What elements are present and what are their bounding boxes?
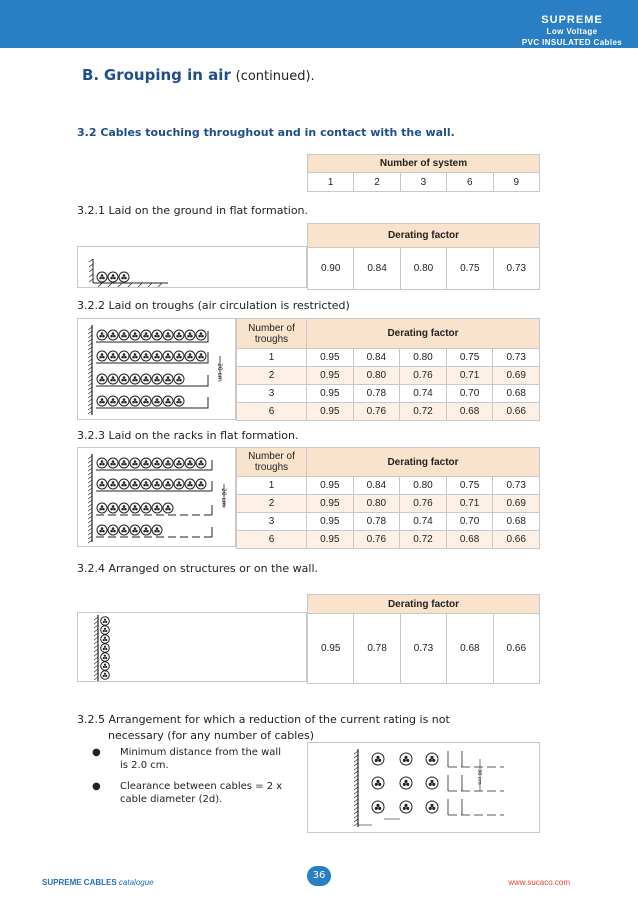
derating-value: 0.84: [354, 248, 400, 290]
bullet-dot: ●: [92, 781, 101, 792]
cable-icon: [141, 458, 151, 468]
cable-icon: [108, 525, 118, 535]
table-row: [237, 495, 540, 513]
cable-icon: [152, 458, 162, 468]
derating-value: 0.66: [493, 403, 540, 421]
derating-value: 0.76: [400, 367, 447, 385]
cable-icon: [163, 330, 173, 340]
derating-value: 0.76: [400, 495, 447, 513]
cable-icon: [152, 479, 162, 489]
cable-icon: [141, 525, 151, 535]
table-row: [237, 385, 540, 403]
cable-icon: [130, 374, 140, 384]
table-row: [237, 513, 540, 531]
derating-value: 0.78: [354, 614, 400, 684]
cable-icon: [130, 330, 140, 340]
cable-icon: [97, 525, 107, 535]
cable-icon: [97, 458, 107, 468]
cable-icon: [108, 330, 118, 340]
derating-value: 0.76: [353, 531, 400, 549]
derating-value: 0.73: [493, 248, 539, 290]
derating-header: Derating factor: [307, 319, 540, 349]
footer-brand-name: SUPREME CABLES: [42, 878, 117, 887]
trough-count: 3: [237, 385, 307, 403]
cable-icon: [152, 351, 162, 361]
derating-value: 0.74: [400, 385, 447, 403]
cable-icon: [141, 351, 151, 361]
cable-icon: [174, 330, 184, 340]
derating-value: 0.73: [493, 477, 540, 495]
cable-icon: [119, 374, 129, 384]
cable-icon: [163, 351, 173, 361]
racks-table: [236, 447, 540, 549]
derating-header: Derating factor: [307, 448, 540, 477]
cable-icon: [141, 503, 151, 513]
cable-icon: [97, 330, 107, 340]
cable-icon: [196, 351, 206, 361]
troughs-table: [236, 318, 540, 421]
cable-icon: [372, 753, 384, 765]
cable-icon: [152, 503, 162, 513]
cable-icon: [101, 617, 110, 626]
table-row: [237, 531, 540, 549]
derating-value: 0.95: [307, 513, 354, 531]
cable-icon: [119, 503, 129, 513]
figure-racks: [77, 447, 236, 547]
cable-icon: [130, 525, 140, 535]
cable-icon: [185, 351, 195, 361]
system-number: 9: [493, 173, 540, 192]
cable-icon: [174, 458, 184, 468]
cable-icon: [372, 801, 384, 813]
racks-illustration: [78, 448, 236, 547]
cable-icon: [400, 753, 412, 765]
section-letter: B.: [82, 66, 100, 84]
cable-icon: [196, 330, 206, 340]
derating-value: 0.72: [400, 531, 447, 549]
dimension-label: 20 cm: [216, 363, 223, 382]
dimension-label: 30 cm: [476, 769, 482, 785]
cable-icon: [130, 351, 140, 361]
ground-flat-illustration: [78, 247, 307, 288]
cable-icon: [119, 330, 129, 340]
footer-brand: [42, 878, 154, 887]
derating-value: 0.68: [493, 385, 540, 403]
derating-value: 0.95: [307, 477, 354, 495]
cable-icon: [426, 753, 438, 765]
derating-value: 0.68: [447, 614, 493, 684]
derating-value: 0.71: [446, 495, 493, 513]
cable-icon: [152, 525, 162, 535]
cable-icon: [101, 635, 110, 644]
derating-value: 0.78: [353, 513, 400, 531]
structure-wall-illustration: [78, 613, 307, 682]
troughs-column-label: Number of troughs: [237, 319, 307, 349]
cable-icon: [141, 330, 151, 340]
trough-count: 2: [237, 367, 307, 385]
cable-icon: [97, 396, 107, 406]
trough-count: 1: [237, 477, 307, 495]
cable-icon: [141, 479, 151, 489]
cable-icon: [108, 396, 118, 406]
bullet-text: Minimum distance from the wall: [120, 747, 281, 758]
derating-value: 0.95: [307, 367, 354, 385]
subsection-3-2-4-title: 3.2.4 Arranged on structures or on the wall.: [77, 562, 318, 575]
cable-icon: [119, 525, 129, 535]
brand-name: SUPREME: [541, 14, 603, 26]
derating-value: 0.84: [353, 477, 400, 495]
derating-header: Derating factor: [308, 595, 540, 614]
cable-icon: [174, 479, 184, 489]
system-header-label: Number of system: [308, 155, 540, 173]
derating-value: 0.75: [446, 349, 493, 367]
cable-icon: [108, 479, 118, 489]
cable-icon: [130, 503, 140, 513]
bullet-wall-distance: [92, 746, 281, 772]
cable-icon: [174, 374, 184, 384]
derating-header: Derating factor: [308, 224, 540, 248]
cable-icon: [196, 479, 206, 489]
cable-icon: [97, 503, 107, 513]
cable-icon: [119, 479, 129, 489]
troughs-illustration: [78, 319, 236, 420]
cable-icon: [101, 671, 110, 680]
cable-icon: [101, 626, 110, 635]
troughs-column-label: Number of troughs: [237, 448, 307, 477]
bullet-text: is 2.0 cm.: [120, 760, 169, 771]
cable-icon: [163, 479, 173, 489]
brand-block: [516, 15, 628, 48]
system-number: 1: [308, 173, 354, 192]
derating-value: 0.80: [400, 349, 447, 367]
cable-icon: [152, 374, 162, 384]
derating-value: 0.68: [446, 531, 493, 549]
cable-icon: [108, 503, 118, 513]
cable-icon: [119, 458, 129, 468]
cable-icon: [426, 777, 438, 789]
cable-icon: [163, 374, 173, 384]
cable-icon: [163, 458, 173, 468]
derating-value: 0.66: [493, 531, 540, 549]
cable-icon: [185, 330, 195, 340]
cable-icon: [108, 351, 118, 361]
cable-icon: [174, 396, 184, 406]
derating-value: 0.75: [447, 248, 493, 290]
subsection-3-2-5-line1: 3.2.5 Arrangement for which a reduction of the current rating is not: [77, 713, 450, 726]
brand-line-insulation: PVC INSULATED Cables: [521, 38, 623, 47]
derating-value: 0.95: [307, 403, 354, 421]
cable-icon: [400, 801, 412, 813]
cable-icon: [108, 374, 118, 384]
derating-value: 0.95: [307, 531, 354, 549]
subsection-3-2-1-title: 3.2.1 Laid on the ground in flat formation.: [77, 204, 309, 217]
system-number: 2: [354, 173, 400, 192]
cable-icon: [163, 396, 173, 406]
figure-troughs: [77, 318, 236, 420]
dimension-label: 20 cm: [220, 488, 227, 507]
cable-icon: [372, 777, 384, 789]
trough-count: 1: [237, 349, 307, 367]
cable-icon: [97, 479, 107, 489]
system-number: 6: [447, 173, 493, 192]
table-row: [237, 477, 540, 495]
system-number: 3: [400, 173, 446, 192]
trough-count: 6: [237, 403, 307, 421]
bullet-dot: ●: [92, 747, 101, 758]
derating-value: 0.69: [493, 495, 540, 513]
subsection-3-2-title: 3.2 Cables touching throughout and in contact with the wall.: [77, 126, 455, 139]
cable-icon: [97, 351, 107, 361]
derating-value: 0.84: [353, 349, 400, 367]
cable-icon: [400, 777, 412, 789]
section-title: [82, 66, 315, 84]
cable-icon: [119, 351, 129, 361]
cable-icon: [152, 396, 162, 406]
derating-value: 0.80: [400, 248, 446, 290]
derating-value: 0.95: [307, 385, 354, 403]
derating-value: 0.68: [493, 513, 540, 531]
subsection-3-2-3-title: 3.2.3 Laid on the racks in flat formation.: [77, 429, 299, 442]
derating-value: 0.90: [308, 248, 354, 290]
ground-flat-table: [307, 223, 540, 290]
cable-icon: [97, 374, 107, 384]
subsection-3-2-5-line2: necessary (for any number of cables): [108, 729, 315, 742]
section-continued: (continued).: [235, 69, 315, 84]
cable-icon: [130, 479, 140, 489]
derating-value: 0.80: [400, 477, 447, 495]
trough-count: 2: [237, 495, 307, 513]
structure-wall-table: [307, 594, 540, 684]
derating-value: 0.71: [446, 367, 493, 385]
cable-icon: [141, 396, 151, 406]
derating-value: 0.78: [353, 385, 400, 403]
derating-value: 0.80: [353, 367, 400, 385]
table-row: [237, 367, 540, 385]
cable-icon: [101, 662, 110, 671]
derating-value: 0.73: [400, 614, 446, 684]
cable-icon: [130, 458, 140, 468]
figure-no-reduction: [307, 742, 540, 833]
figure-ground-flat: [77, 246, 307, 288]
bullet-text: cable diameter (2d).: [120, 794, 223, 805]
cable-icon: [141, 374, 151, 384]
cable-icon: [196, 458, 206, 468]
cable-icon: [185, 479, 195, 489]
derating-value: 0.68: [446, 403, 493, 421]
page-number: 36: [307, 866, 331, 886]
system-number-table: [307, 154, 540, 192]
cable-icon: [101, 644, 110, 653]
derating-value: 0.80: [353, 495, 400, 513]
cable-icon: [185, 458, 195, 468]
derating-value: 0.95: [307, 349, 354, 367]
table-row: [237, 349, 540, 367]
cable-icon: [163, 503, 173, 513]
footer-catalogue: catalogue: [118, 878, 154, 887]
bullet-text: Clearance between cables = 2 x: [120, 781, 283, 792]
derating-value: 0.72: [400, 403, 447, 421]
cable-icon: [108, 458, 118, 468]
cable-icon: [119, 396, 129, 406]
derating-value: 0.70: [446, 513, 493, 531]
derating-value: 0.69: [493, 367, 540, 385]
cable-icon: [174, 351, 184, 361]
subsection-3-2-5-title: [77, 712, 450, 744]
cable-icon: [426, 801, 438, 813]
figure-structure-wall: [77, 612, 307, 682]
table-row: [237, 403, 540, 421]
brand-line-voltage: Low Voltage: [546, 27, 598, 36]
bullet-clearance: [92, 780, 283, 806]
subsection-3-2-2-title: 3.2.2 Laid on troughs (air circulation is restricted): [77, 299, 350, 312]
derating-value: 0.74: [400, 513, 447, 531]
derating-value: 0.95: [307, 495, 354, 513]
derating-value: 0.75: [446, 477, 493, 495]
derating-value: 0.66: [493, 614, 539, 684]
footer-url[interactable]: www.sucaco.com: [508, 878, 570, 887]
cable-icon: [152, 330, 162, 340]
trough-count: 6: [237, 531, 307, 549]
spaced-cables-illustration: [308, 743, 540, 833]
derating-value: 0.95: [308, 614, 354, 684]
derating-value: 0.70: [446, 385, 493, 403]
derating-value: 0.73: [493, 349, 540, 367]
cable-icon: [101, 653, 110, 662]
cable-icon: [130, 396, 140, 406]
derating-value: 0.76: [353, 403, 400, 421]
trough-count: 3: [237, 513, 307, 531]
section-heading: Grouping in air: [103, 66, 231, 84]
